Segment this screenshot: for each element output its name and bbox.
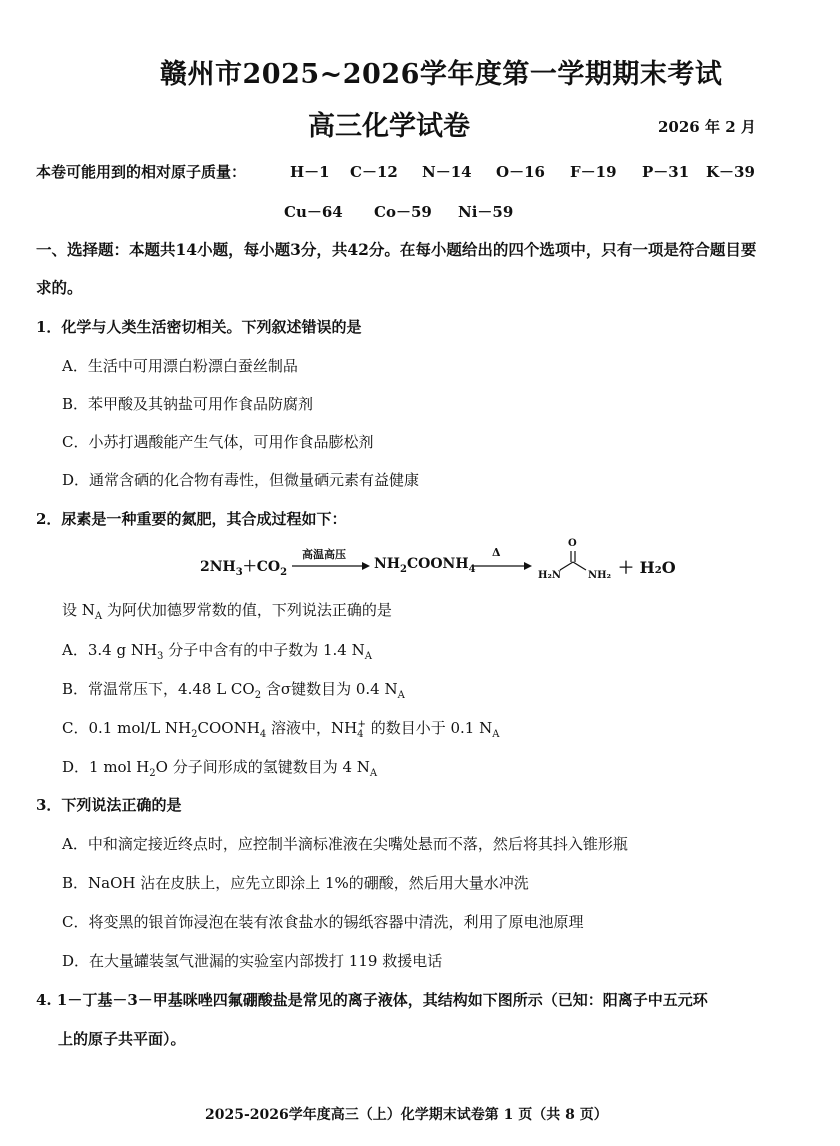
eq-water: ＋ H₂O: [618, 558, 676, 577]
q1-option-d: D．通常含硒的化合物有毒性，但微量硒元素有益健康: [62, 471, 420, 489]
q3-stem: 3．下列说法正确的是: [36, 796, 182, 814]
urea-oxygen: O: [568, 538, 577, 549]
q2-option-c: C．0.1 mol/L $NH_2COONH_4$ 溶液中，$NH_4^+$ 的数目小于 0.1 $N_A$: [62, 719, 500, 740]
atomic-mass-label: 本卷可能用到的相对原子质量：: [36, 163, 247, 181]
arrow2-label: Δ: [492, 546, 501, 559]
q1-stem: 1．化学与人类生活密切相关。下列叙述错误的是: [36, 318, 362, 336]
q3-option-d: D．在大量罐装氢气泄漏的实验室内部拨打 119 救援电话: [62, 952, 443, 970]
mass-K: K－39: [706, 163, 755, 181]
eq-intermediate: $NH_2COONH_4$: [374, 556, 476, 575]
mass-Co: Co－59: [374, 203, 432, 221]
mass-C: C－12: [350, 163, 398, 181]
mass-O: O－16: [496, 163, 545, 181]
urea-structure: [552, 550, 596, 572]
reaction-arrow-2: [474, 561, 532, 571]
q3-option-c: C．将变黑的银首饰浸泡在装有浓食盐水的锡纸容器中清洗，利用了原电池原理: [62, 913, 584, 931]
urea-nh2-left: H₂N: [538, 570, 561, 581]
exam-subtitle: 高三化学试卷: [308, 111, 470, 142]
q2-option-d: D．1 mol $H_2O$ 分子间形成的氢键数目为 4 $N_A$: [62, 758, 378, 779]
q1-option-b: B．苯甲酸及其钠盐可用作食品防腐剂: [62, 395, 314, 413]
mass-Ni: Ni－59: [458, 203, 514, 221]
q1-option-c: C．小苏打遇酸能产生气体，可用作食品膨松剂: [62, 433, 374, 451]
mass-H: H－1: [290, 163, 330, 181]
section1-heading-cont: 求的。: [36, 278, 83, 297]
exam-date: 2026 年 2 月: [658, 118, 756, 136]
q2-option-a: A．3.4 g $NH_3$ 分子中含有的中子数为 1.4 $N_A$: [62, 641, 372, 662]
mass-F: F－19: [570, 163, 617, 181]
mass-P: P－31: [642, 163, 690, 181]
exam-title: 赣州市2025~2026学年度第一学期期末考试: [160, 59, 723, 90]
q3-option-b: B．NaOH 沾在皮肤上，应先立即涂上 1%的硼酸，然后用大量水冲洗: [62, 874, 529, 892]
q2-stem: 2．尿素是一种重要的氮肥，其合成过程如下：: [36, 510, 347, 528]
mass-Cu: Cu－64: [284, 203, 343, 221]
atomic-mass-row1: [36, 161, 246, 182]
page-footer: 2025-2026学年度高三（上）化学期末试卷第 1 页（共 8 页）: [205, 1107, 608, 1123]
q3-option-a: A．中和滴定接近终点时，应控制半滴标准液在尖嘴处悬而不落，然后将其抖入锥形瓶: [62, 835, 628, 853]
urea-nh2-right: NH₂: [588, 570, 611, 581]
q4-stem: 4. 1－丁基－3－甲基咪唑四氟硼酸盐是常见的离子液体，其结构如下图所示（已知：阳离子中五元环: [36, 991, 708, 1009]
eq-reactants: $2NH_3+CO_2$: [200, 559, 288, 578]
mass-N: N－14: [422, 163, 472, 181]
reaction-arrow-1: [292, 561, 370, 571]
q2-intro: 设 $N_A$ 为阿伏加德罗常数的值，下列说法正确的是: [62, 601, 392, 622]
section1-heading: 一、选择题：本题共14小题，每小题3分，共42分。在每小题给出的四个选项中，只有一项是符合题目要: [36, 240, 757, 259]
arrow1-label: 高温高压: [302, 548, 346, 561]
q2-option-b: B．常温常压下，4.48 L $CO_2$ 含σ键数目为 0.4 $N_A$: [62, 680, 405, 701]
q1-option-a: A．生活中可用漂白粉漂白蚕丝制品: [62, 357, 298, 375]
q4-stem-cont: 上的原子共平面）。: [58, 1030, 186, 1048]
